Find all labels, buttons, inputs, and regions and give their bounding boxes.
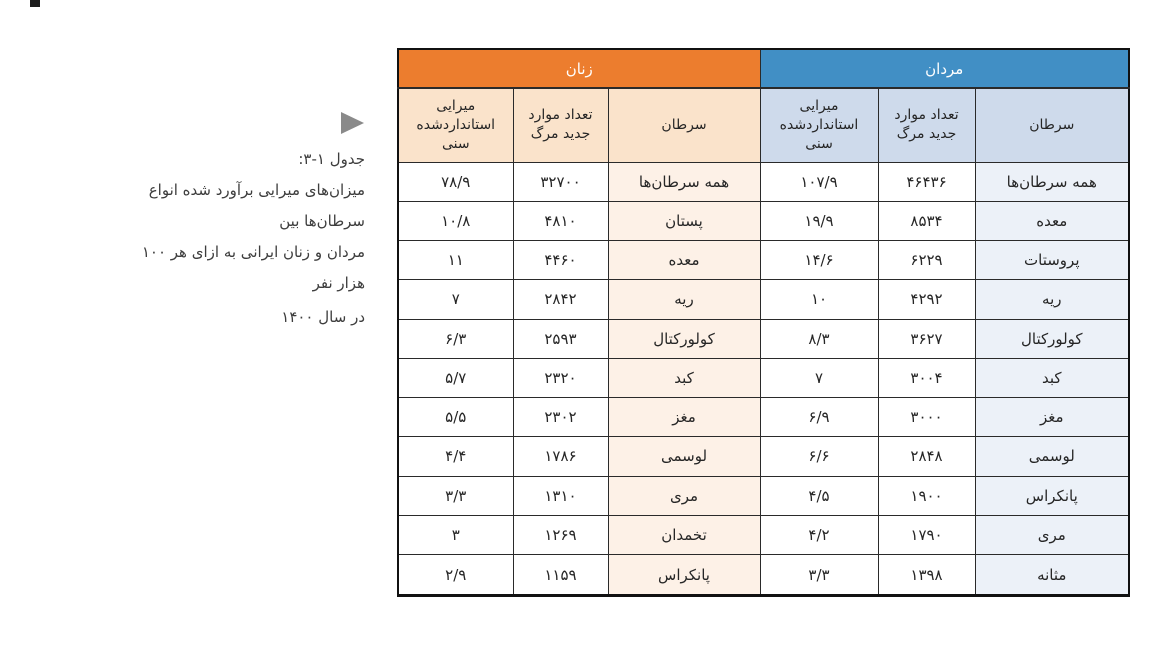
table-row [398,437,1129,476]
men-mortality-cell: ۱۰ [760,280,878,319]
page-corner-mark [30,0,40,7]
women-cancer-name-cell: پانکراس [608,555,760,596]
women-cancer-name-cell: پستان [608,201,760,240]
men-mortality-cell: ۱۰۷/۹ [760,162,878,201]
men-cancer-name-cell: مری [975,515,1129,554]
women-cancer-name-cell: ریه [608,280,760,319]
women-new-deaths-cell: ۲۵۹۳ [513,319,608,358]
men-cancer-column-header: سرطان [975,88,1129,162]
men-new-deaths-cell: ۱۳۹۸ [878,555,975,596]
women-mortality-cell: ۴/۴ [398,437,513,476]
men-mortality-cell: ۴/۲ [760,515,878,554]
caption-line-2: مردان و زنان ایرانی به ازای هر ۱۰۰ هزار نفر [141,243,365,292]
table-row [398,201,1129,240]
men-new-deaths-cell: ۴۶۴۳۶ [878,162,975,201]
women-mortality-cell: ۵/۷ [398,358,513,397]
table-row [398,555,1129,596]
women-mortality-cell: ۱۱ [398,241,513,280]
women-mortality-cell: ۶/۳ [398,319,513,358]
women-new-deaths-cell: ۳۲۷۰۰ [513,162,608,201]
women-cancer-name-cell: مغز [608,398,760,437]
men-cancer-name-cell: مغز [975,398,1129,437]
women-cancer-name-cell: مری [608,476,760,515]
men-group-header: مردان [760,49,1129,88]
caption-table-number: جدول ۱-۳: [298,150,365,168]
men-new-deaths-cell: ۲۸۴۸ [878,437,975,476]
table-row [398,319,1129,358]
men-cancer-name-cell: همه سرطان‌ها [975,162,1129,201]
women-mortality-cell: ۵/۵ [398,398,513,437]
women-cancer-name-cell: کبد [608,358,760,397]
men-mortality-cell: ۶/۹ [760,398,878,437]
men-mortality-cell: ۱۴/۶ [760,241,878,280]
women-new-deaths-cell: ۱۷۸۶ [513,437,608,476]
women-mortality-cell: ۷ [398,280,513,319]
men-mortality-cell: ۳/۳ [760,555,878,596]
women-new-deaths-cell: ۱۱۵۹ [513,555,608,596]
men-cancer-name-cell: کولورکتال [975,319,1129,358]
table-body [398,162,1129,596]
table-caption [113,144,365,333]
men-mortality-cell: ۷ [760,358,878,397]
men-mortality-cell: ۸/۳ [760,319,878,358]
men-new-deaths-cell: ۸۵۳۴ [878,201,975,240]
women-group-header: زنان [398,49,760,88]
group-header-row [398,49,1129,88]
women-new-deaths-cell: ۱۲۶۹ [513,515,608,554]
table-row [398,280,1129,319]
men-new-deaths-cell: ۳۰۰۰ [878,398,975,437]
women-new-deaths-column-header: تعداد موارد جدید مرگ [513,88,608,162]
men-new-deaths-cell: ۱۷۹۰ [878,515,975,554]
caption-year: در سال ۱۴۰۰ [281,308,365,326]
men-new-deaths-cell: ۳۶۲۷ [878,319,975,358]
men-new-deaths-cell: ۳۰۰۴ [878,358,975,397]
women-cancer-name-cell: معده [608,241,760,280]
women-mortality-cell: ۳ [398,515,513,554]
table-row [398,398,1129,437]
men-mortality-column-header: میرایی استانداردشده سنی [760,88,878,162]
table-head [398,49,1129,162]
men-cancer-name-cell: ریه [975,280,1129,319]
women-new-deaths-cell: ۴۸۱۰ [513,201,608,240]
women-cancer-name-cell: تخمدان [608,515,760,554]
table-row [398,515,1129,554]
caption-line-1: میزان‌های میرایی برآورد شده انواع سرطان‌ها بین [148,181,365,230]
men-cancer-name-cell: لوسمی [975,437,1129,476]
men-cancer-name-cell: کبد [975,358,1129,397]
women-mortality-cell: ۲/۹ [398,555,513,596]
men-mortality-cell: ۶/۶ [760,437,878,476]
caption-pointer-icon [341,112,364,134]
women-new-deaths-cell: ۴۴۶۰ [513,241,608,280]
men-mortality-cell: ۴/۵ [760,476,878,515]
men-new-deaths-cell: ۴۲۹۲ [878,280,975,319]
women-cancer-name-cell: همه سرطان‌ها [608,162,760,201]
table-row [398,162,1129,201]
men-cancer-name-cell: پروستات [975,241,1129,280]
women-cancer-column-header: سرطان [608,88,760,162]
women-new-deaths-cell: ۱۳۱۰ [513,476,608,515]
men-cancer-name-cell: پانکراس [975,476,1129,515]
women-mortality-cell: ۷۸/۹ [398,162,513,201]
column-header-row [398,88,1129,162]
men-new-deaths-cell: ۱۹۰۰ [878,476,975,515]
men-new-deaths-column-header: تعداد موارد جدید مرگ [878,88,975,162]
men-cancer-name-cell: مثانه [975,555,1129,596]
table-row [398,358,1129,397]
women-mortality-cell: ۱۰/۸ [398,201,513,240]
women-mortality-cell: ۳/۳ [398,476,513,515]
women-new-deaths-cell: ۲۳۰۲ [513,398,608,437]
men-mortality-cell: ۱۹/۹ [760,201,878,240]
women-new-deaths-cell: ۲۳۲۰ [513,358,608,397]
table-row [398,476,1129,515]
cancer-mortality-table [397,48,1130,597]
women-cancer-name-cell: لوسمی [608,437,760,476]
men-new-deaths-cell: ۶۲۲۹ [878,241,975,280]
women-mortality-column-header: میرایی استانداردشده سنی [398,88,513,162]
women-new-deaths-cell: ۲۸۴۲ [513,280,608,319]
table-row [398,241,1129,280]
men-cancer-name-cell: معده [975,201,1129,240]
women-cancer-name-cell: کولورکتال [608,319,760,358]
